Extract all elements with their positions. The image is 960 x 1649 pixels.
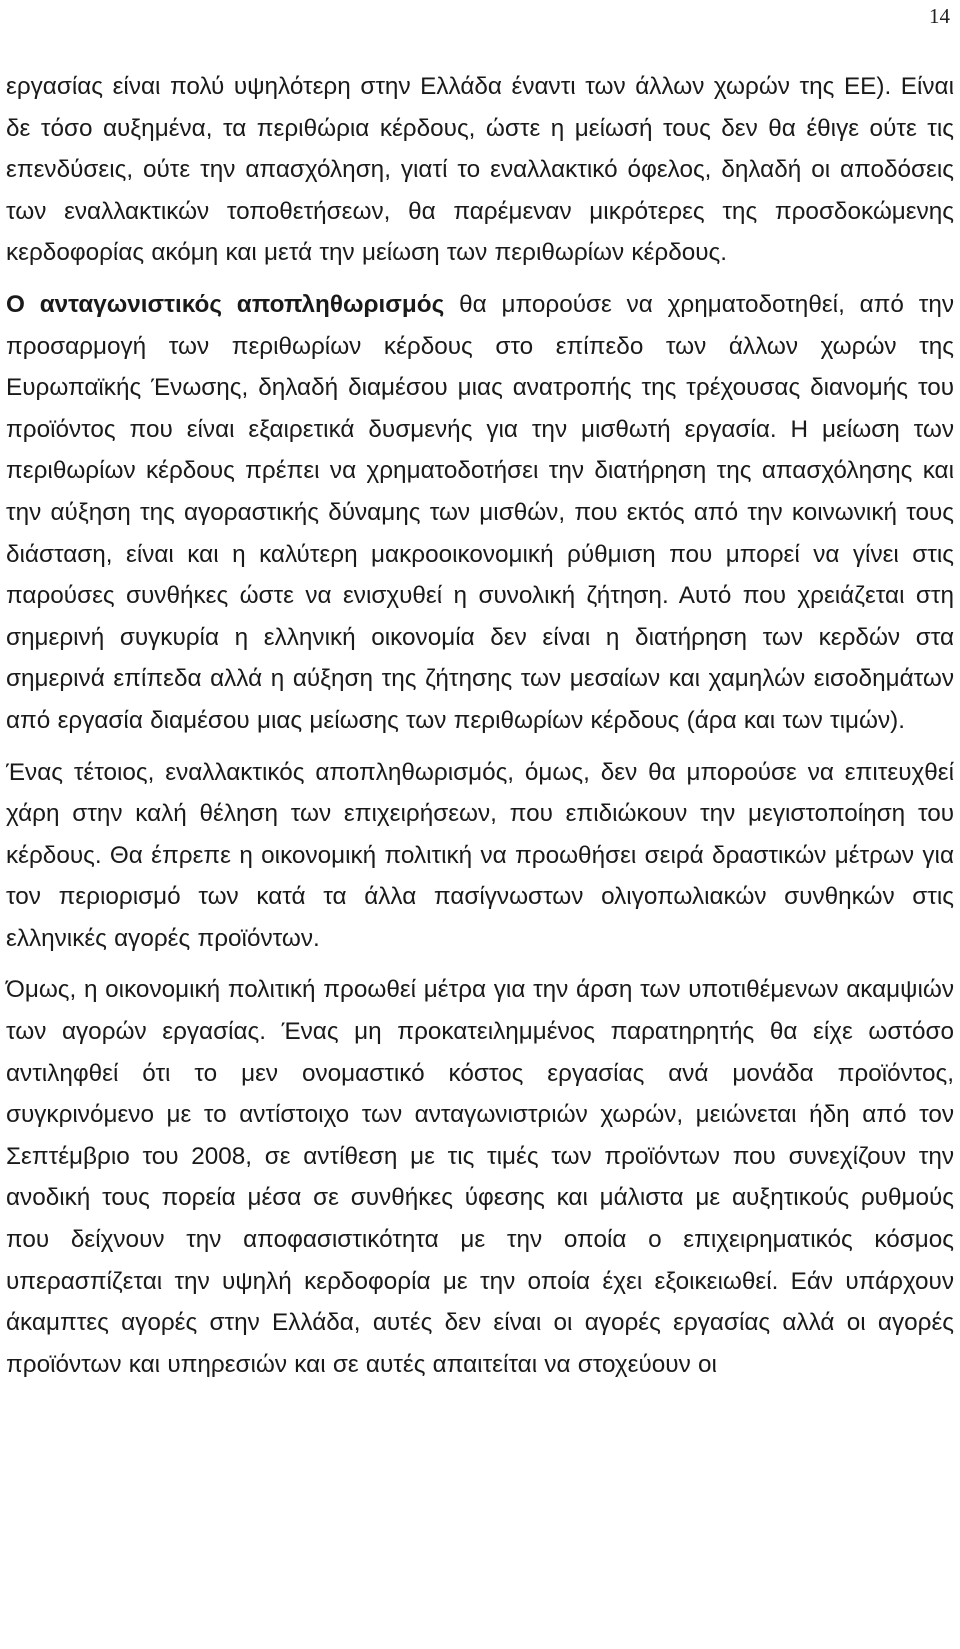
paragraph-1: [6, 66, 954, 274]
document-body: [6, 66, 954, 1385]
paragraph-2: [6, 284, 954, 742]
paragraph-4: [6, 969, 954, 1385]
paragraph-3: [6, 752, 954, 960]
paragraph-2-bold-lead: Ο ανταγωνιστικός αποπληθωρισμός: [6, 290, 445, 318]
paragraph-4-text: Όμως, η οικονομική πολιτική προωθεί μέτρα για την άρση των υποτιθέμενων ακαμψιών των αγορών εργασίας. Ένας μη προκατειλημμένος παρατηρητής θα είχε ωστόσο αντιληφθεί ότι το μεν ονομαστικό κόστος εργασίας ανά μονάδα προϊόντος, συγκρινόμενο με το αντίστοιχο των ανταγωνιστριών χωρών, μειώνεται ήδη από τον Σεπτέμβριο του 2008, σε αντίθεση με τις τιμές των προϊόντων που συνεχίζουν την ανοδική τους πορεία μέσα σε συνθήκες ύφεσης και μάλιστα με αυξητικούς ρυθμούς που δείχνουν την αποφασιστικότητα με την οποία ο επιχειρηματικός κόσμος υπερασπίζεται την υψηλή κερδοφορία με την οποία έχει εξοικειωθεί. Εάν υπάρχουν άκαμπτες αγορές στην Ελλάδα, αυτές δεν είναι οι αγορές εργασίας αλλά οι αγορές προϊόντων και υπηρεσιών και σε αυτές απαιτείται να στοχεύουν οι: [6, 976, 954, 1378]
page-number: 14: [929, 4, 950, 28]
paragraph-1-text: εργασίας είναι πολύ υψηλότερη στην Ελλάδα έναντι των άλλων χωρών της ΕΕ). Είναι δε τόσο αυξημένα, τα περιθώρια κέρδους, ώστε η μείωσή τους δεν θα έθιγε ούτε τις επενδύσεις, ούτε την απασχόληση, γιατί το εναλλακτικό όφελος, δηλαδή οι αποδόσεις των εναλλακτικών τοποθετήσεων, θα παρέμεναν μικρότερες της προσδοκώμενης κερδοφορίας ακόμη και μετά την μείωση των περιθωρίων κέρδους.: [6, 73, 954, 267]
paragraph-3-text: Ένας τέτοιος, εναλλακτικός αποπληθωρισμός, όμως, δεν θα μπορούσε να επιτευχθεί χάρη στην καλή θέληση των επιχειρήσεων, που επιδιώκουν την μεγιστοποίηση του κέρδους. Θα έπρεπε η οικονομική πολιτική να προωθήσει σειρά δραστικών μέτρων για τον περιορισμό των κατά τα άλλα πασίγνωστων ολιγοπωλιακών συνθηκών στις ελληνικές αγορές προϊόντων.: [6, 758, 954, 952]
paragraph-2-text: θα μπορούσε να χρηματοδοτηθεί, από την προσαρμογή των περιθωρίων κέρδους στο επίπεδο των άλλων χωρών της Ευρωπαϊκής Ένωσης, δηλαδή διαμέσου μιας ανατροπής της τρέχουσας διανομής του προϊόντος που είναι εξαιρετικά δυσμενής για την μισθωτή εργασία. Η μείωση των περιθωρίων κέρδους πρέπει να χρηματοδοτήσει την διατήρηση της απασχόλησης και την αύξηση της αγοραστικής δύναμης των μισθών, που εκτός από την κοινωνική τους διάσταση, είναι και η καλύτερη μακροοικονομική ρύθμιση που μπορεί να γίνει στις παρούσες συνθήκες ώστε να ενισχυθεί η συνολική ζήτηση. Αυτό που χρειάζεται στη σημερινή συγκυρία η ελληνική οικονομία δεν είναι η διατήρηση των κερδών στα σημερινά επίπεδα αλλά η αύξηση της ζήτησης των μεσαίων και χαμηλών εισοδημάτων από εργασία διαμέσου μιας μείωσης των περιθωρίων κέρδους (άρα και των τιμών).: [6, 290, 955, 734]
